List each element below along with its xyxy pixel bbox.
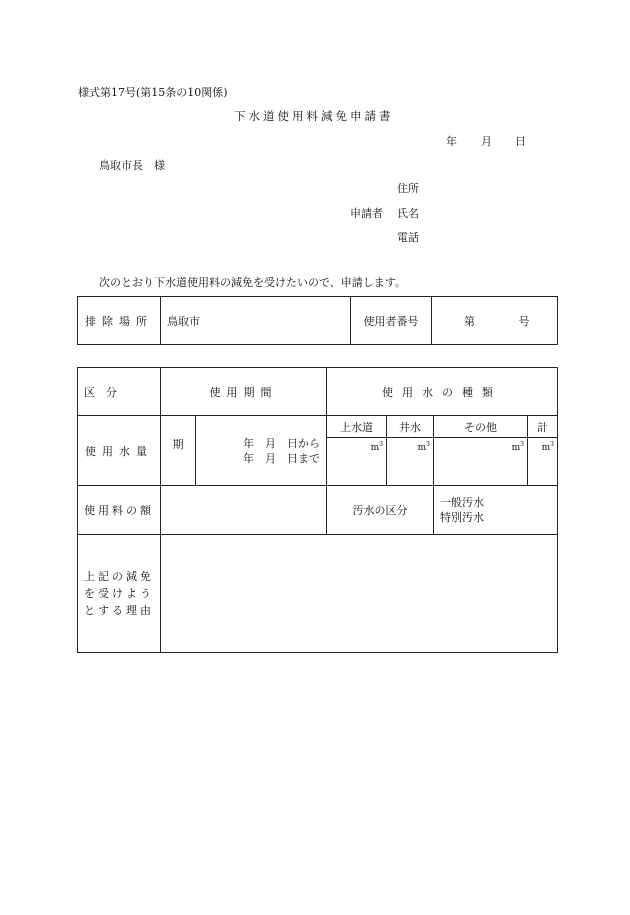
- unit-total: $m^3$: [541, 441, 554, 454]
- sewage-type-general: 一般汚水: [440, 495, 484, 509]
- sewage-category-options[interactable]: [434, 486, 558, 534]
- address-label: 住所: [397, 182, 419, 195]
- volume-other-cell[interactable]: [434, 438, 528, 486]
- unit-city: $m^3$: [370, 441, 383, 454]
- period-kanji: 期: [161, 416, 196, 486]
- water-type-city: 上水道: [327, 416, 387, 438]
- date-month-label: 月: [481, 135, 492, 148]
- number-prefix: 第: [464, 314, 475, 328]
- applicant-label: 申請者: [350, 207, 383, 220]
- addressee: 鳥取市長 様: [99, 159, 165, 172]
- period-to: 年 月 日まで: [243, 451, 320, 465]
- name-label: 氏名: [397, 207, 419, 220]
- unit-well: $m^3$: [417, 441, 430, 454]
- water-type-header: 使用水の種類: [327, 368, 558, 416]
- form-number: 様式第17号(第15条の10関係): [78, 86, 228, 99]
- number-suffix: 号: [518, 314, 530, 328]
- phone-label: 電話: [397, 231, 419, 244]
- form-title: 下水道使用料減免申請書: [234, 109, 394, 123]
- location-table: [77, 296, 558, 345]
- volume-well-cell[interactable]: [387, 438, 434, 486]
- date-year-label: 年: [446, 135, 457, 148]
- location-label: 排除場所: [78, 297, 161, 345]
- category-header: [78, 368, 161, 416]
- location-value: 鳥取市: [161, 297, 351, 345]
- intro-text: 次のとおり下水道使用料の減免を受けたいので、申請します。: [99, 276, 406, 289]
- volume-city-cell[interactable]: [327, 438, 387, 486]
- period-range[interactable]: [196, 416, 327, 486]
- sewage-type-special: 特別汚水: [440, 510, 484, 524]
- user-number-label: 使用者番号: [351, 297, 432, 345]
- fee-value-cell[interactable]: [161, 486, 327, 534]
- water-type-total: 計: [528, 416, 558, 438]
- sewage-category-label: 汚水の区分: [327, 486, 434, 534]
- period-from: 年 月 日から: [243, 436, 320, 450]
- category-label: 区 分: [84, 385, 117, 399]
- volume-label: 使用水量: [78, 416, 161, 486]
- reason-field[interactable]: [161, 534, 558, 652]
- water-type-well: 井水: [387, 416, 434, 438]
- period-header: 使用期間: [161, 368, 327, 416]
- fee-label: 使用料の額: [78, 486, 161, 534]
- user-number-field[interactable]: [432, 297, 558, 345]
- volume-total-cell[interactable]: [528, 438, 558, 486]
- water-type-other: その他: [434, 416, 528, 438]
- reason-label: 上記の減免 を受けよう とする理由: [78, 534, 161, 652]
- unit-other: $m^3$: [511, 441, 524, 454]
- date-day-label: 日: [515, 135, 526, 148]
- usage-table: [77, 367, 558, 653]
